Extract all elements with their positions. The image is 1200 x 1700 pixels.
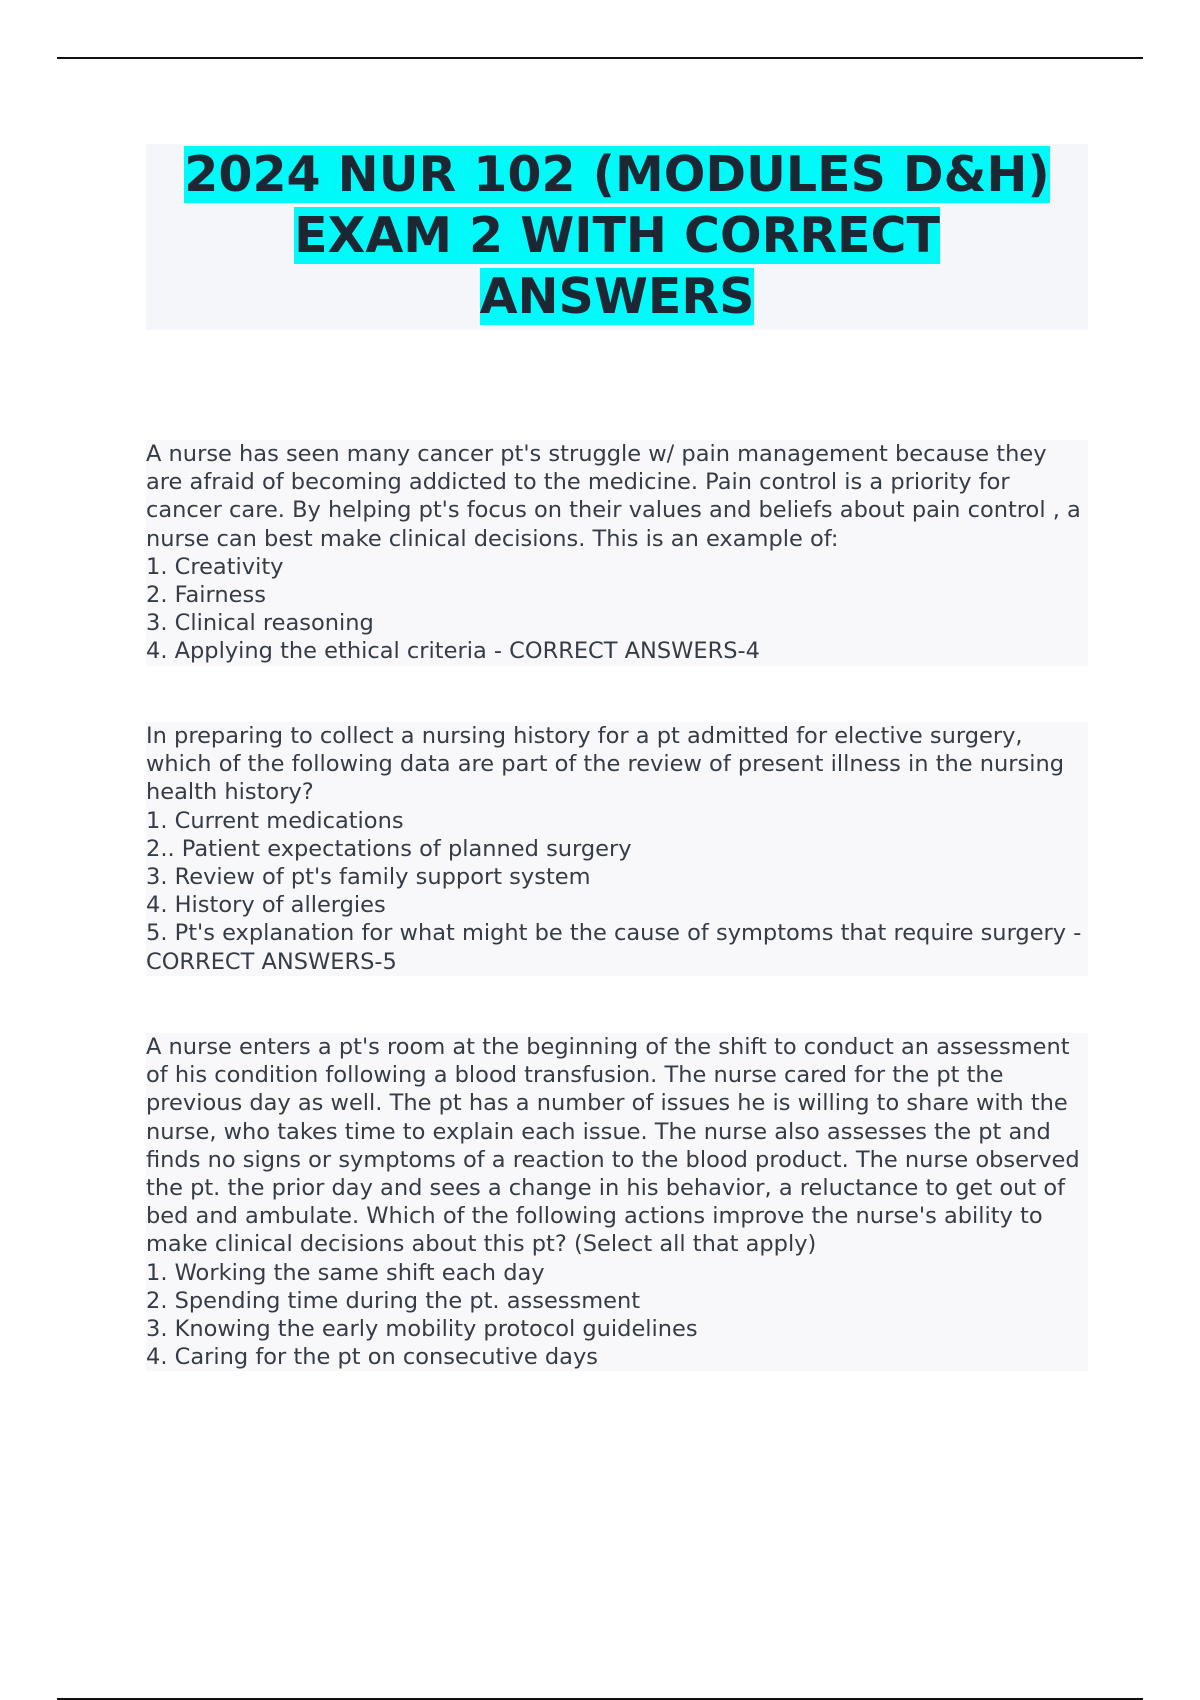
question-2-option-2: 2.. Patient expectations of planned surgery bbox=[146, 835, 632, 862]
title-line-2: EXAM 2 WITH CORRECT bbox=[294, 207, 940, 264]
question-3-option-1: 1. Working the same shift each day bbox=[146, 1259, 545, 1286]
question-3-option-3: 3. Knowing the early mobility protocol guidelines bbox=[146, 1316, 698, 1343]
title-line-3: ANSWERS bbox=[479, 268, 755, 325]
question-3-option-4: 4. Caring for the pt on consecutive days bbox=[146, 1344, 598, 1371]
question-2-option-1: 1. Current medications bbox=[146, 807, 404, 834]
question-2-option-3: 3. Review of pt's family support system bbox=[146, 864, 591, 891]
question-3-option-2: 2. Spending time during the pt. assessment bbox=[146, 1287, 641, 1314]
document-title bbox=[146, 144, 1088, 327]
question-2-option-5: 5. Pt's explanation for what might be the cause of symptoms that require surgery - CORRECT ANSWERS-5 bbox=[146, 920, 1082, 975]
question-2 bbox=[146, 722, 1088, 976]
title-block bbox=[146, 144, 1088, 330]
question-3 bbox=[146, 1033, 1088, 1371]
question-1-option-3: 3. Clinical reasoning bbox=[146, 610, 374, 637]
question-1-prompt: A nurse has seen many cancer pt's struggle w/ pain management because they are afraid of becoming addicted to the medicine. Pain control is a priority for cancer care. By helping pt's focus on their values and beliefs about pain control , a nurse can best make clinical decisions. This is an example of: bbox=[146, 441, 1081, 552]
question-1 bbox=[146, 440, 1088, 666]
question-2-prompt: In preparing to collect a nursing history for a pt admitted for elective surgery, which of the following data are part of the review of present illness in the nursing health history? bbox=[146, 723, 1065, 806]
question-3-prompt: A nurse enters a pt's room at the beginning of the shift to conduct an assessment of his condition following a blood transfusion. The nurse cared for the pt the previous day as well. The pt has a number of issues he is willing to share with the nurse, who takes time to explain each issue. The nurse also assesses the pt and finds no signs or symptoms of a reaction to the blood product. The nurse observed the pt. the prior day and sees a change in his behavior, a reluctance to get out of bed and ambulate. Which of the following actions improve the nurse's ability to make clinical decisions about this pt? (Select all that apply) bbox=[146, 1034, 1080, 1258]
question-1-option-4: 4. Applying the ethical criteria - CORRECT ANSWERS-4 bbox=[146, 638, 760, 665]
header-rule bbox=[57, 57, 1143, 59]
title-line-1: 2024 NUR 102 (MODULES D&H) bbox=[184, 146, 1050, 203]
question-1-option-1: 1. Creativity bbox=[146, 553, 284, 580]
question-1-option-2: 2. Fairness bbox=[146, 582, 266, 609]
question-2-option-4: 4. History of allergies bbox=[146, 892, 386, 919]
